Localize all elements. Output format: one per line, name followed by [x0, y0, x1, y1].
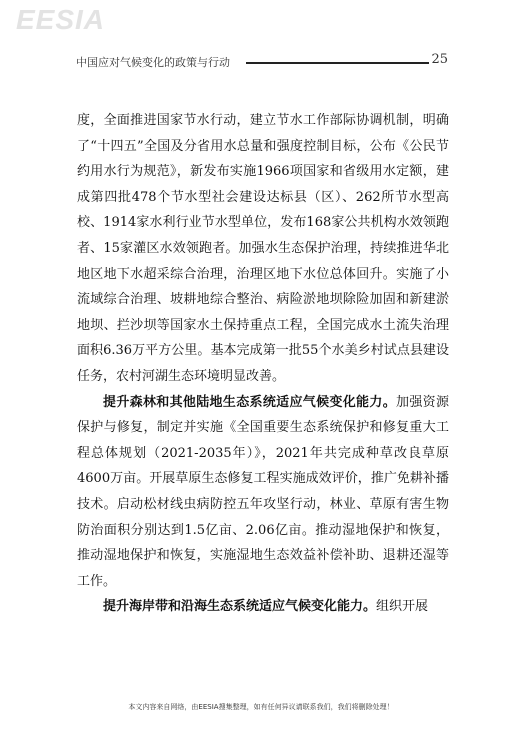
paragraph-lead: 提升海岸带和沿海生态系统适应气候变化能力。	[103, 599, 377, 615]
body-text	[77, 108, 449, 620]
paragraph-continued	[77, 108, 449, 390]
paragraph-lead: 提升森林和其他陆地生态系统适应气候变化能力。	[103, 394, 397, 410]
page-number: 25	[431, 52, 448, 67]
page-footer-notice: 本文内容来自网络，由EESIA搜集整理，如有任何异议请联系我们，我们将删除处理！	[128, 703, 394, 711]
paragraph-forest-ecosystems	[77, 390, 449, 595]
page-header	[76, 52, 448, 72]
paragraph-coastal-ecosystems	[77, 594, 449, 620]
paragraph-text: 度，全面推进国家节水行动，建立节水工作部际协调机制，明确了“十四五”全国及分省用水总量和强度控制目标，公布《公民节约用水行为规范》，新发布实施1966项国家和省级用水定额，建成第四批478个节水型社会建设达标县（区）、262所节水型高校、1914家水利行业节水型单位，发布168家公共机构水效领跑者、15家灌区水效领跑者。加强水生态保护治理，持续推进华北地区地下水超采综合治理，治理区地下水位总体回升。实施了小流域综合治理、坡耕地综合整治、病险淤地坝除险加固和新建淤地坝、拦沙坝等国家水土保持重点工程，全国完成水土流失治理面积6.36万平方公里。基本完成第一批55个水美乡村试点县建设任务，农村河湖生态环境明显改善。	[77, 113, 449, 384]
paragraph-text: 加强资源保护与修复，制定并实施《全国重要生态系统保护和修复重大工程总体规划（2021-2035年）》，2021年共完成种草改良草原4600万亩。开展草原生态修复工程实施成效评价，推广免耕补播技术。启动松材线虫病防控五年攻坚行动，林业、草原有害生物防治面积分别达到1.5亿亩、2.06亿亩。推动湿地保护和恢复，推动湿地保护和恢复，实施湿地生态效益补偿补助、退耕还湿等工作。	[77, 394, 449, 589]
paragraph-text: 组织开展	[376, 599, 429, 615]
eesia-watermark-logo: EESIA	[16, 4, 106, 35]
running-title: 中国应对气候变化的政策与行动	[76, 56, 230, 69]
header-rule	[246, 62, 429, 64]
